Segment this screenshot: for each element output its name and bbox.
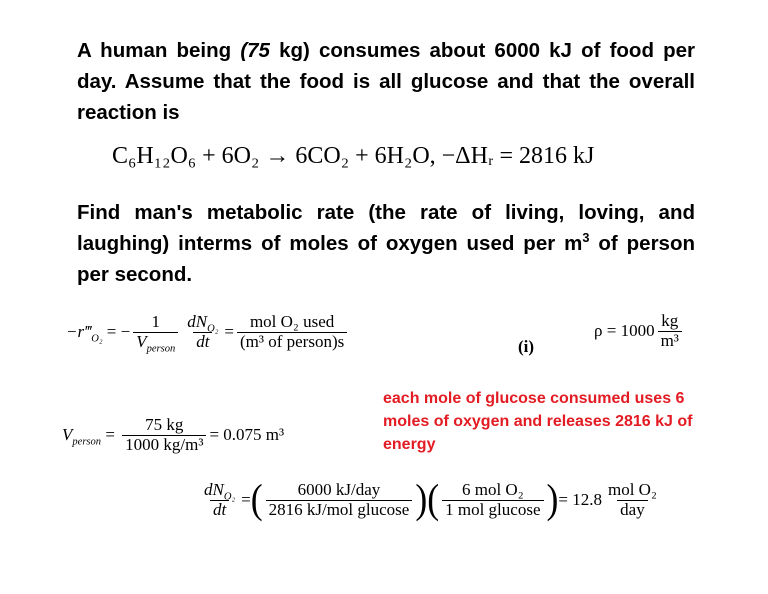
volume-lhs-sub: person <box>72 436 102 448</box>
volume-lhs-v: V <box>62 425 73 445</box>
rate-frac1-den <box>133 331 178 355</box>
rate-fraction-2 <box>184 313 221 351</box>
volume-equation <box>62 416 284 454</box>
volume-num: 75 kg <box>145 415 184 434</box>
equals-sign-2: = <box>224 322 234 342</box>
moles-f1-num: 6000 kJ/day <box>297 480 381 499</box>
rate-frac1-den-v: V <box>136 331 147 351</box>
moles-f1-den: 2816 kJ/mol glucose <box>266 500 413 520</box>
moles-lhs-num-sub: O₂ <box>223 491 236 503</box>
moles-unit-num: mol O₂ <box>607 480 657 499</box>
equals-sign: = − <box>102 322 131 342</box>
moles-lhs-num <box>201 480 238 503</box>
volume-result: = 0.075 m³ <box>209 425 285 445</box>
problem-statement <box>77 36 695 128</box>
density-lhs: ρ = 1000 <box>594 321 655 341</box>
reaction-equation <box>112 143 594 170</box>
rate-frac2-num-dn: dN <box>187 312 208 331</box>
right-paren-1: ) <box>415 476 428 523</box>
rate-frac1-num: 1 <box>151 312 160 331</box>
rate-fraction-1 <box>133 312 178 355</box>
question-start: Find man's metabolic rate (the rate of living, loving, and laughing) interms of moles of oxygen used per m <box>77 201 695 255</box>
rate-frac2-den: dt <box>193 332 212 352</box>
rate-lhs-sub: O₂ <box>91 333 103 345</box>
volume-den: 1000 kg/m³ <box>122 435 206 455</box>
moles-result: = 12.8 <box>558 490 602 510</box>
density-unit-den: m³ <box>658 331 682 351</box>
volume-equals: = <box>101 425 120 445</box>
rate-frac1-den-sub: person <box>146 343 176 355</box>
moles-f2-num: 6 mol O₂ <box>461 480 524 499</box>
moles-lhs-num-dn: dN <box>204 480 224 499</box>
reaction-text: C₆H₁₂O₆ + 6O₂ → 6CO₂ + 6H₂O, −ΔHᵣ = 2816 kJ <box>112 143 595 169</box>
moles-lhs-den: dt <box>210 500 229 520</box>
question-exponent: 3 <box>582 229 590 245</box>
density-unit <box>658 312 682 350</box>
volume-lhs <box>62 425 102 448</box>
moles-fraction-1 <box>266 481 413 519</box>
rate-frac3-den: (m³ of person)s <box>237 332 347 352</box>
problem-intro-start: A human being <box>77 39 241 62</box>
rate-lhs-symbol: −r‴ <box>66 322 92 342</box>
rate-frac2-num-sub: O₂ <box>207 323 219 335</box>
moles-equation <box>198 476 663 523</box>
density-equation <box>594 312 685 350</box>
right-paren-2: ) <box>546 476 559 523</box>
problem-intro-end: kg) consumes about 6000 kJ of food per day. Assume that the food is all glucose and that the overall reaction is <box>77 39 695 124</box>
rate-equation <box>66 312 350 355</box>
left-paren-1: ( <box>250 476 263 523</box>
question-end: of person per second. <box>77 231 695 286</box>
moles-lhs <box>201 481 238 519</box>
moles-equals: = <box>241 490 251 510</box>
moles-f2-den: 1 mol glucose <box>442 500 543 520</box>
density-unit-num: kg <box>661 311 679 330</box>
moles-fraction-2 <box>442 481 543 519</box>
rate-fraction-3 <box>237 313 347 351</box>
problem-mass: (75 <box>240 39 270 62</box>
rate-frac2-num <box>184 312 221 335</box>
moles-unit-den: day <box>617 500 648 520</box>
rate-lhs <box>66 322 103 345</box>
rate-frac3-num: mol O₂ used <box>249 312 335 331</box>
glucose-note: each mole of glucose consumed uses 6 moles of oxygen and releases 2816 kJ of energy <box>383 390 693 454</box>
problem-question <box>77 198 695 290</box>
moles-unit <box>605 481 660 519</box>
left-paren-2: ( <box>427 476 440 523</box>
volume-fraction <box>122 416 206 454</box>
equation-label: (i) <box>518 337 535 356</box>
